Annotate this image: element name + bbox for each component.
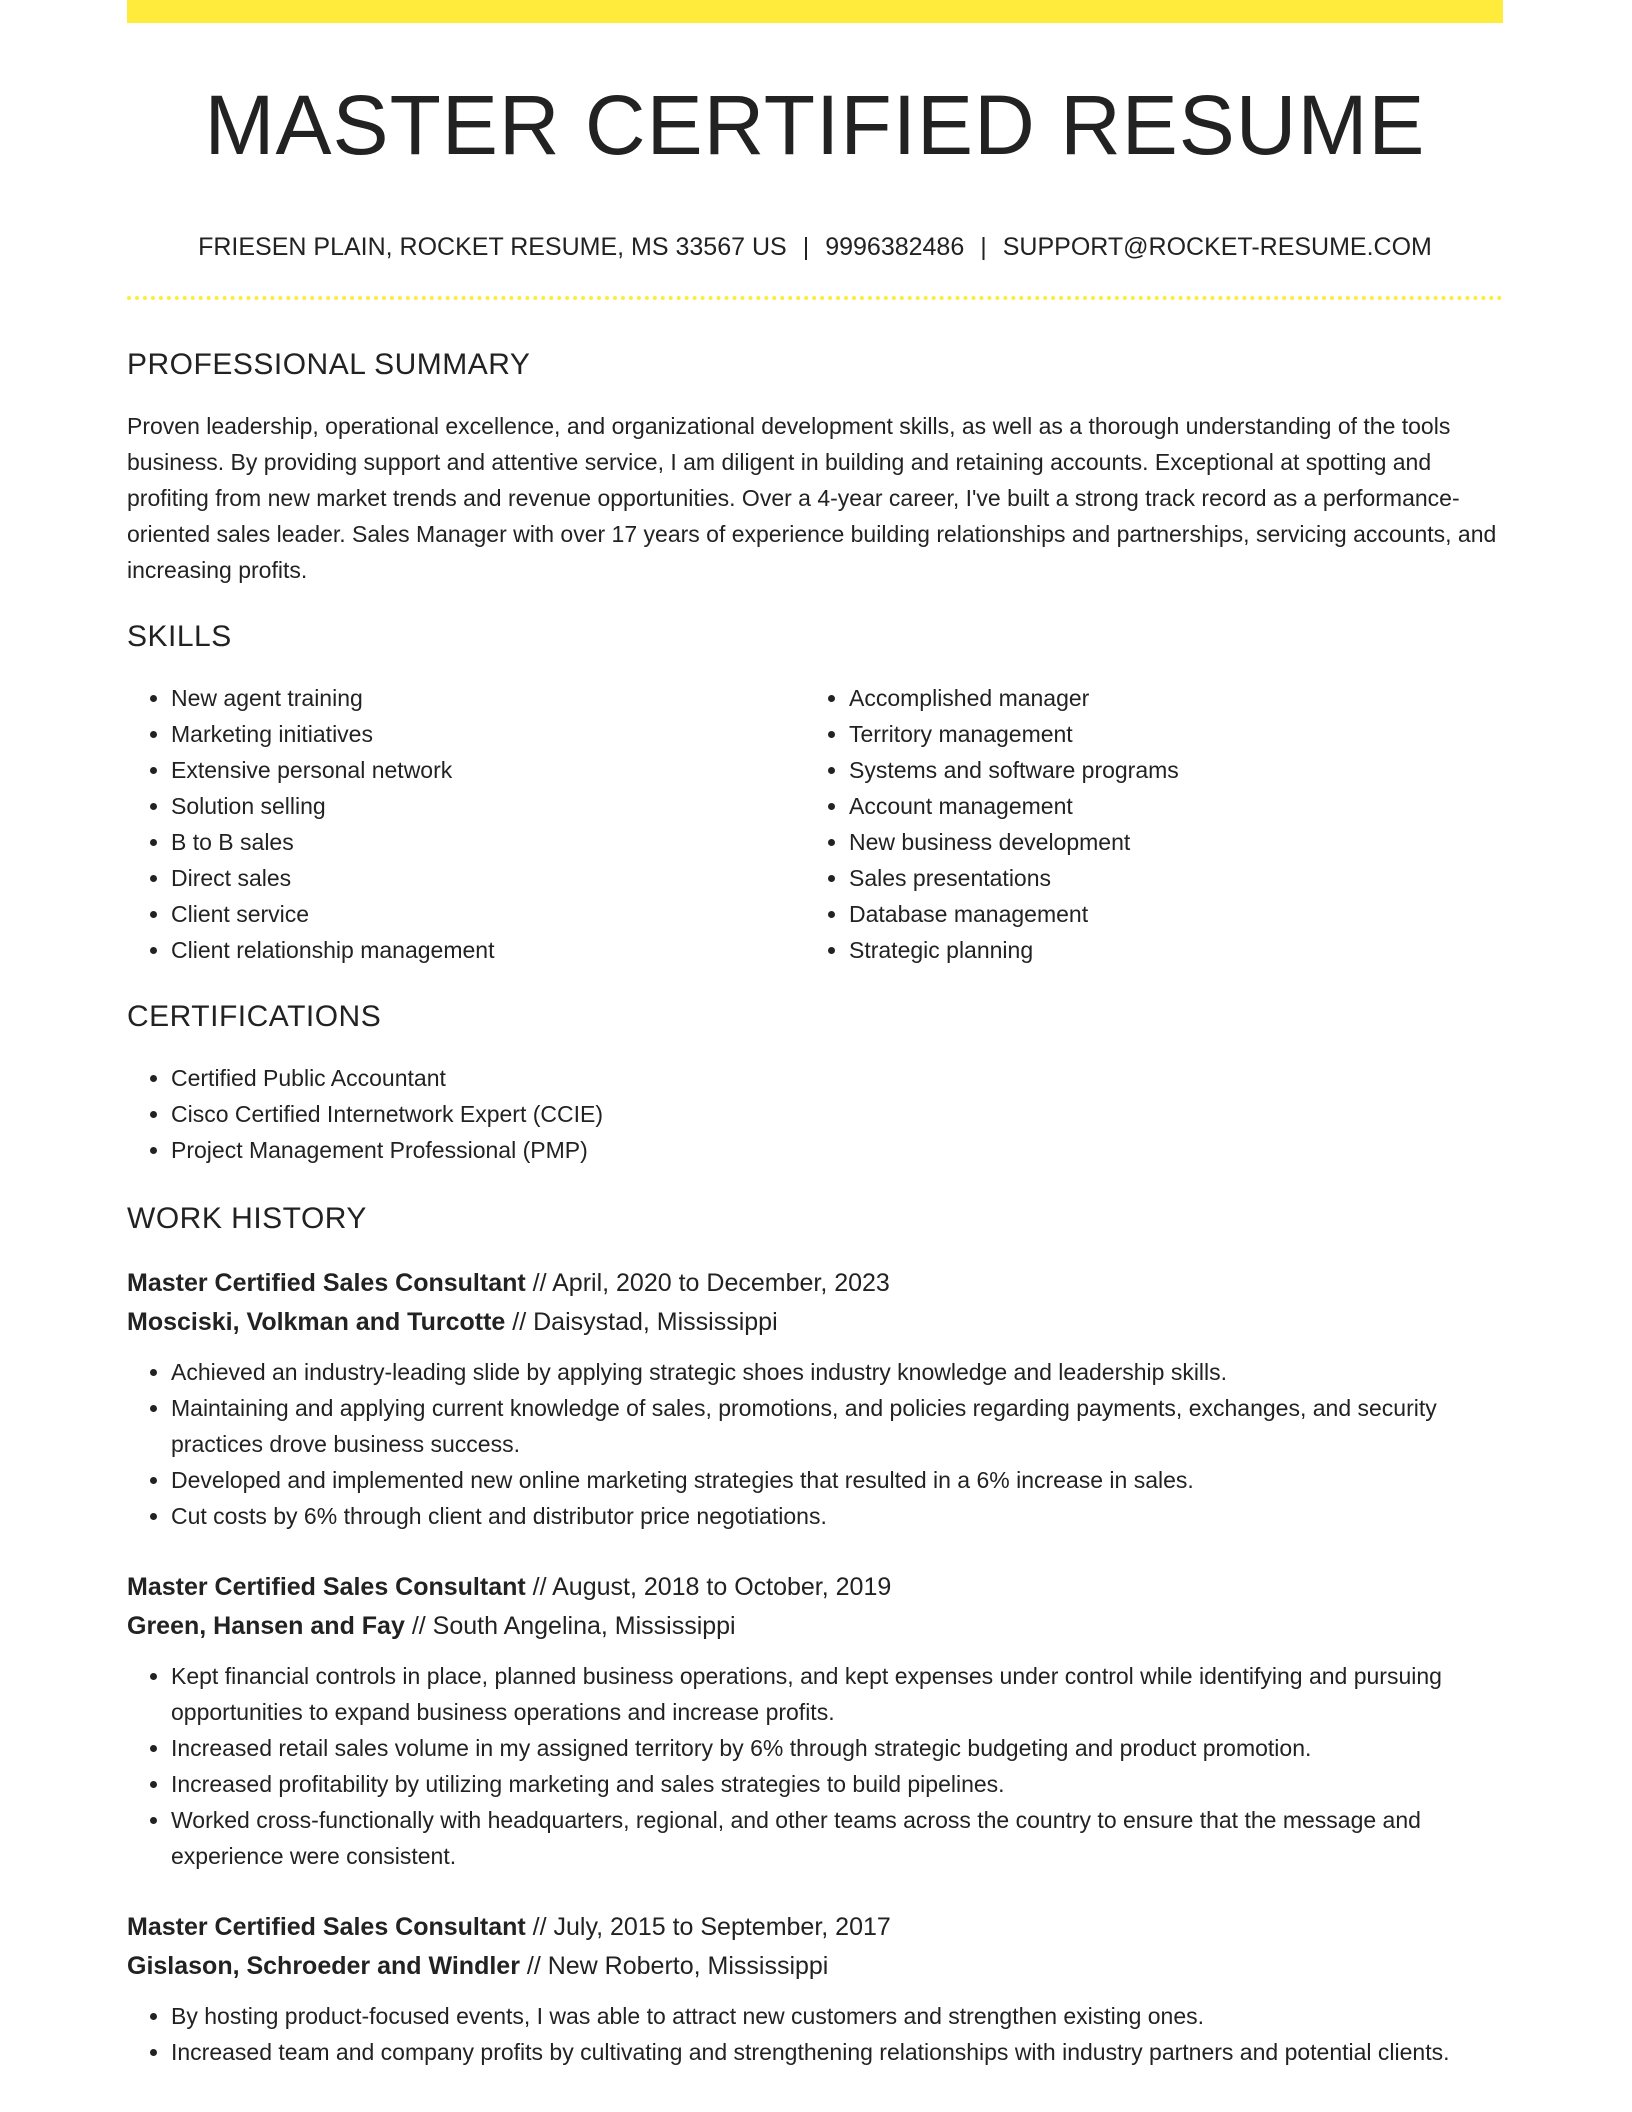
job-entry [127, 1908, 1503, 2070]
contact-address: FRIESEN PLAIN, ROCKET RESUME, MS 33567 US [198, 233, 787, 261]
skills-columns [127, 680, 1503, 968]
job-location: South Angelina, Mississippi [432, 1612, 736, 1640]
skill-item: • Client service [171, 896, 805, 932]
job-separator: // [525, 1573, 553, 1601]
job-dates: July, 2015 to September, 2017 [553, 1913, 891, 1941]
job-bullets [127, 1658, 1503, 1874]
skills-list-left [127, 680, 805, 968]
job-separator: // [519, 1952, 548, 1980]
job-bullet: • Increased retail sales volume in my assigned territory by 6% through strategic budgeting and product promotion. [171, 1730, 1503, 1766]
job-company-line [127, 1303, 1503, 1342]
skill-item: • Extensive personal network [171, 752, 805, 788]
dotted-divider [127, 296, 1503, 300]
job-bullet: • Increased team and company profits by cultivating and strengthening relationships with industry partners and potential clients. [171, 2034, 1503, 2070]
skill-item: • Solution selling [171, 788, 805, 824]
skill-item: • Direct sales [171, 860, 805, 896]
summary-text: Proven leadership, operational excellence, and organizational development skills, as well as a thorough understanding of the tools business. By providing support and attentive service, I am diligent in building and retaining accounts. Exceptional at spotting and profiting from new market trends and revenue opportunities. Over a 4-year career, I've built a strong track record as a performance-oriented sales leader. Sales Manager with over 17 years of experience building relationships and partnerships, servicing accounts, and increasing profits. [127, 413, 1497, 583]
certification-item: • Certified Public Accountant [171, 1060, 1503, 1096]
skill-item: • Database management [849, 896, 1503, 932]
job-separator: // [404, 1612, 433, 1640]
contact-separator: | [980, 233, 987, 261]
skills-list-right [805, 680, 1503, 968]
job-dates: April, 2020 to December, 2023 [552, 1269, 890, 1297]
job-company: Green, Hansen and Fay [127, 1612, 405, 1640]
contact-email: SUPPORT@ROCKET-RESUME.COM [1002, 233, 1432, 261]
job-bullet: • Increased profitability by utilizing marketing and sales strategies to build pipelines. [171, 1766, 1503, 1802]
certification-item: • Cisco Certified Internetwork Expert (CCIE) [171, 1096, 1503, 1132]
accent-bar [127, 0, 1503, 23]
resume-name: MASTER CERTIFIED RESUME [204, 78, 1426, 172]
job-entry [127, 1568, 1503, 1874]
skill-item: • Sales presentations [849, 860, 1503, 896]
skill-item: • Systems and software programs [849, 752, 1503, 788]
job-dates: August, 2018 to October, 2019 [552, 1573, 892, 1601]
job-title-line [127, 1264, 1503, 1303]
job-bullet: • Cut costs by 6% through client and distributor price negotiations. [171, 1498, 1503, 1534]
job-bullet: • Developed and implemented new online marketing strategies that resulted in a 6% increase in sales. [171, 1462, 1503, 1498]
skill-item: • New business development [849, 824, 1503, 860]
certifications-heading: CERTIFICATIONS [127, 1000, 382, 1033]
job-company-line [127, 1607, 1503, 1646]
job-title-line [127, 1908, 1503, 1947]
skill-item: • New agent training [171, 680, 805, 716]
job-bullet: • Achieved an industry-leading slide by applying strategic shoes industry knowledge and leadership skills. [171, 1354, 1503, 1390]
job-title-line [127, 1568, 1503, 1607]
contact-line [127, 235, 1503, 260]
contact-phone: 9996382486 [825, 233, 965, 261]
skills-heading: SKILLS [127, 620, 232, 653]
job-separator: // [525, 1913, 554, 1941]
job-bullet: • Kept financial controls in place, planned business operations, and kept expenses under control while identifying and pursuing opportunities to expand business operations and increase profits. [171, 1658, 1503, 1730]
job-title: Master Certified Sales Consultant [127, 1573, 526, 1601]
skill-item: • Account management [849, 788, 1503, 824]
skill-item: • Client relationship management [171, 932, 805, 968]
skill-item: • B to B sales [171, 824, 805, 860]
job-bullets [127, 1354, 1503, 1534]
job-separator: // [505, 1308, 534, 1336]
skill-item: • Marketing initiatives [171, 716, 805, 752]
resume-page [127, 0, 1503, 2070]
job-entry [127, 1264, 1503, 1534]
contact-separator: | [802, 233, 810, 261]
certifications-list [127, 1060, 1503, 1168]
skill-item: • Accomplished manager [849, 680, 1503, 716]
job-location: New Roberto, Mississippi [547, 1952, 829, 1980]
job-separator: // [525, 1269, 553, 1297]
job-title: Master Certified Sales Consultant [127, 1269, 526, 1297]
job-company: Gislason, Schroeder and Windler [127, 1952, 520, 1980]
skill-item: • Territory management [849, 716, 1503, 752]
job-bullet: • Worked cross-functionally with headquarters, regional, and other teams across the country to ensure that the message and experience were consistent. [171, 1802, 1503, 1874]
job-company: Mosciski, Volkman and Turcotte [127, 1308, 506, 1336]
job-title: Master Certified Sales Consultant [127, 1913, 526, 1941]
job-bullet: • By hosting product-focused events, I was able to attract new customers and strengthen existing ones. [171, 1998, 1503, 2034]
summary-heading: PROFESSIONAL SUMMARY [127, 348, 531, 381]
job-company-line [127, 1947, 1503, 1986]
job-bullet: • Maintaining and applying current knowledge of sales, promotions, and policies regarding payments, exchanges, and security practices drove business success. [171, 1390, 1503, 1462]
job-bullets [127, 1998, 1503, 2070]
certification-item: • Project Management Professional (PMP) [171, 1132, 1503, 1168]
work-history-heading: WORK HISTORY [127, 1202, 367, 1235]
skill-item: • Strategic planning [849, 932, 1503, 968]
job-location: Daisystad, Mississippi [533, 1308, 778, 1336]
